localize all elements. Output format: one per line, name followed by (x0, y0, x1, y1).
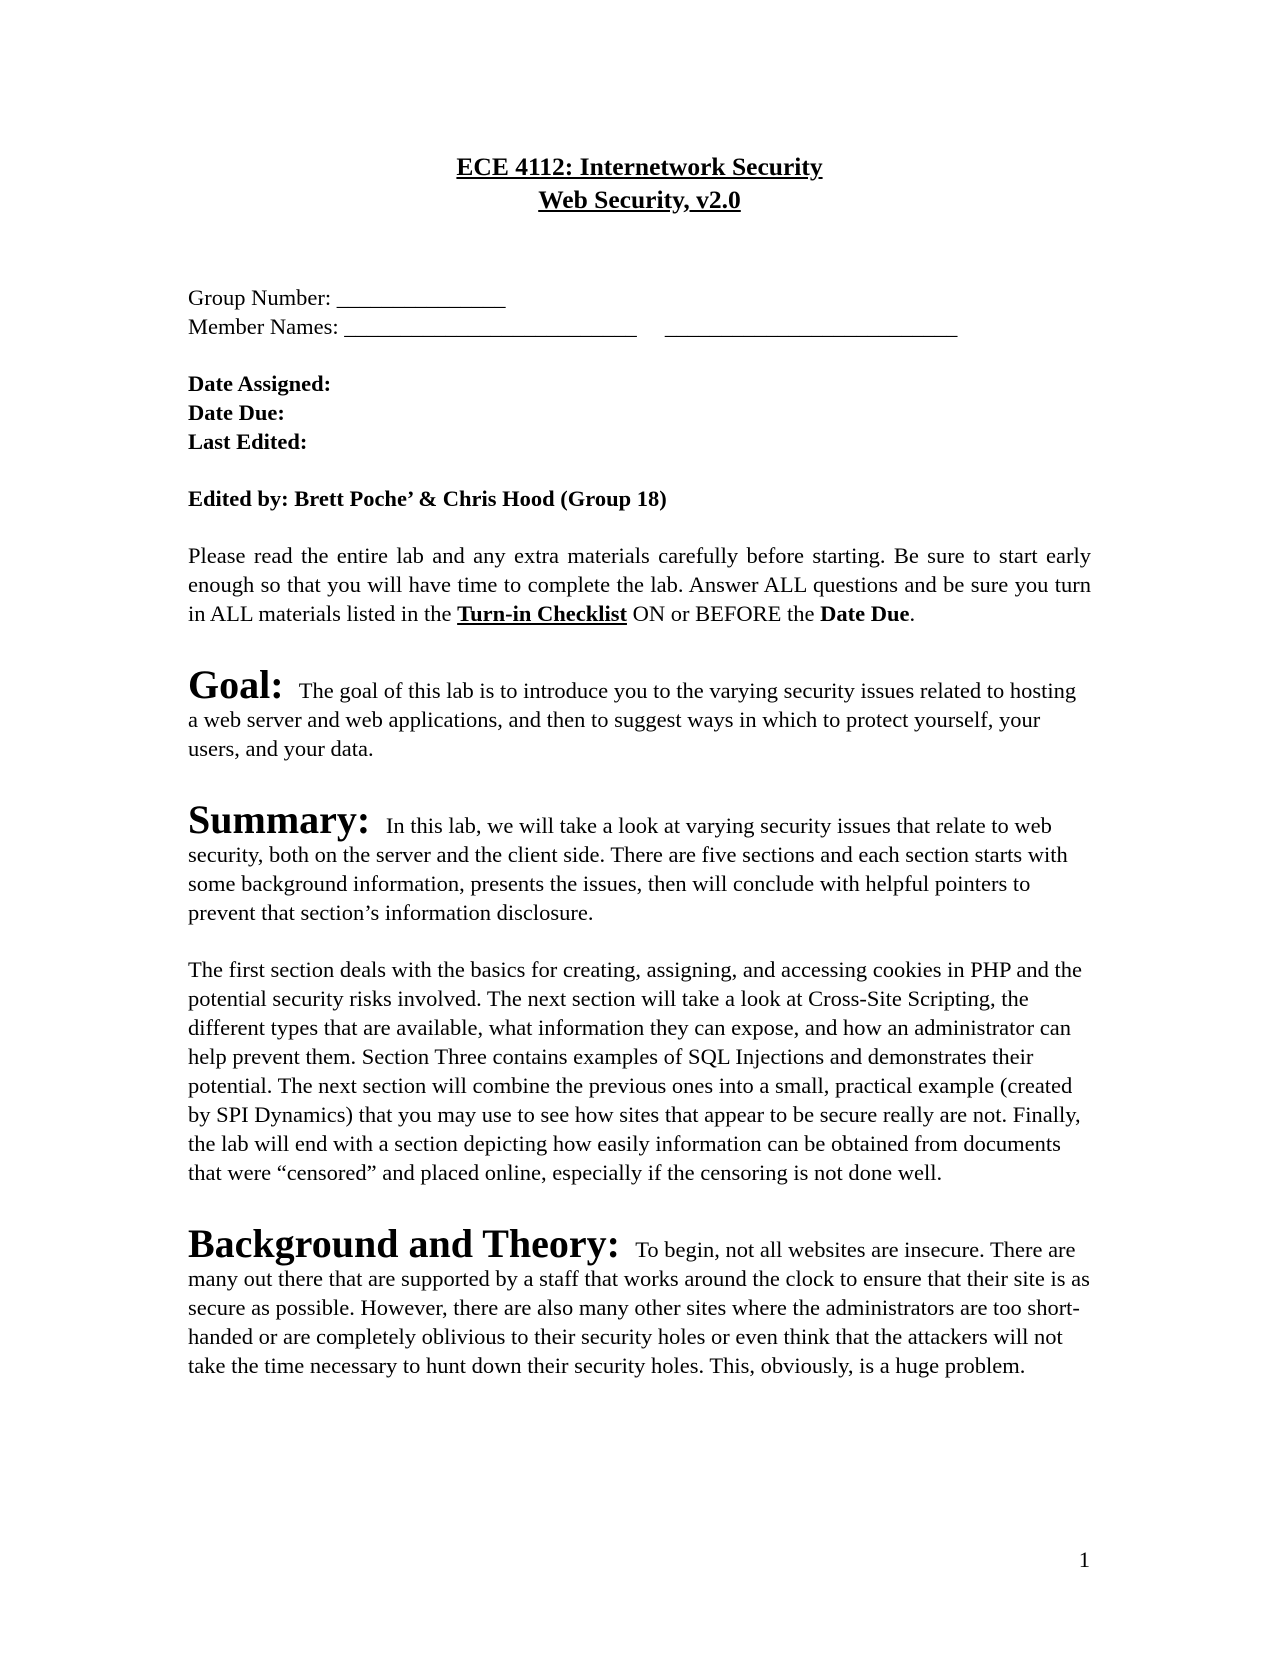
lab-title: Web Security, v2.0 (538, 185, 741, 214)
intro-text-before: Please read the entire lab and any extra materials carefully before starting. Be sure to start early enough so that you will have time to complete the lab. Answer ALL questions and be sure you turn in ALL materials listed in the (188, 543, 1091, 626)
summary-heading: Summary: (188, 797, 371, 842)
dates-block (188, 369, 1091, 456)
summary-section (188, 797, 1091, 927)
goal-text: The goal of this lab is to introduce you to the varying security issues related to hosting a web server and web applications, and then to suggest ways in which to protect yourself, your users, and your data. (188, 678, 1077, 761)
goal-heading: Goal: (188, 662, 284, 707)
intro-paragraph (188, 541, 1091, 628)
background-section (188, 1221, 1091, 1380)
page-number: 1 (1078, 1547, 1090, 1572)
date-due-text: Date Due (820, 601, 910, 626)
turn-in-checklist-text: Turn-in Checklist (457, 601, 627, 626)
goal-section (188, 662, 1091, 763)
intro-text-after: . (909, 601, 916, 626)
group-number-field: Group Number: _______________ (188, 285, 506, 310)
date-assigned-label: Date Assigned: (188, 371, 332, 396)
course-title: ECE 4112: Internetwork Security (456, 152, 823, 181)
background-text: To begin, not all websites are insecure. There are many out there that are supported by a staff that works around the clock to ensure that their site is as secure as possible. However, there are also many other sites where the administrators are too short-handed or are completely oblivious to their security holes or even think that the attackers will not take the time necessary to hunt down their security holes. This, obviously, is a huge problem. (188, 1237, 1090, 1378)
intro-text-middle: ON or BEFORE the (626, 601, 821, 626)
form-lines (188, 283, 1091, 341)
summary-paragraph-2: The first section deals with the basics for creating, assigning, and accessing cookies in PHP and the potential security risks involved. The next section will take a look at Cross-Site Scripting, the different types that are available, what information they can expose, and how an administrator can help prevent them. Section Three contains examples of SQL Injections and demonstrates their potential. The next section will combine the previous ones into a small, practical example (created by SPI Dynamics) that you may use to see how sites that appear to be secure really are not. Finally, the lab will end with a section depicting how easily information can be obtained from documents that were “censored” and placed online, especially if the censoring is not done well. (188, 957, 1082, 1185)
date-due-label: Date Due: (188, 400, 285, 425)
title-block (188, 150, 1091, 216)
document-page (188, 150, 1091, 1380)
summary-text: In this lab, we will take a look at varying security issues that relate to web security, both on the server and the client side. There are five sections and each section starts with some background information, presents the issues, then will conclude with helpful pointers to prevent that section’s information disclosure. (188, 813, 1068, 925)
member-names-field: Member Names: __________________________ __________________________ (188, 314, 958, 339)
last-edited-label: Last Edited: (188, 429, 308, 454)
edited-by: Edited by: Brett Poche’ & Chris Hood (Group 18) (188, 486, 667, 511)
background-heading: Background and Theory: (188, 1221, 620, 1266)
